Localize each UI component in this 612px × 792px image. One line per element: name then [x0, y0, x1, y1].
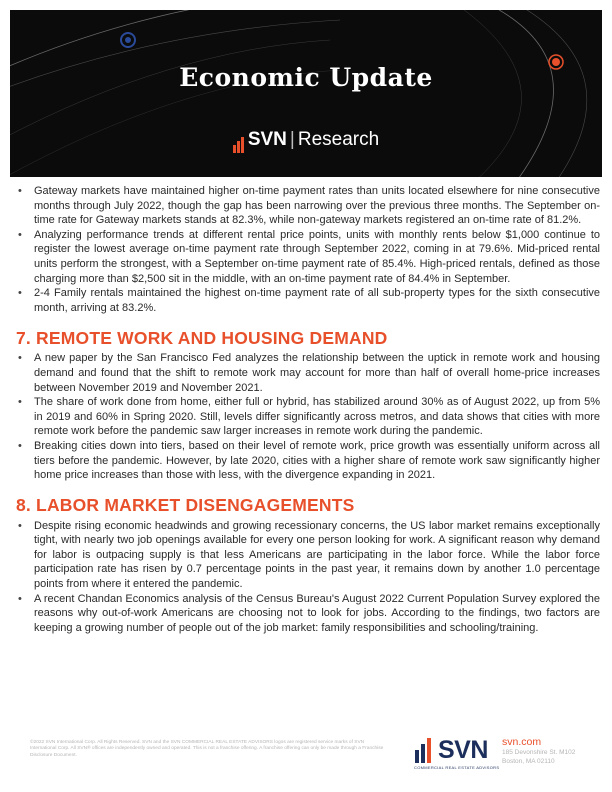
list-item: • 2-4 Family rentals maintained the highest on-time payment rate of all sub-property types for the sixth consecutive month, arriving at 83.2%.	[16, 286, 600, 315]
list-item: • Analyzing performance trends at different rental price points, units with monthly rents below $1,000 continue to register the lowest average on-time payment rate through September 2022, coming in at 79.6%. Mid-priced rental units perform the strongest, with a September on-time payment rate of 85.4%. High-priced rentals, defined as those charging more than $2,500 sit in the middle, with an on-time payment rate of 84.4% in September.	[16, 228, 600, 286]
page-title: Economic Update	[179, 63, 433, 92]
header-banner	[10, 10, 602, 177]
logo-brand: SVN	[247, 129, 287, 150]
list-item: • The share of work done from home, either full or hybrid, has stabilized around 30% as of August 2022, up from 5% in 2019 and 60% in Spring 2020. Still, levels differ significantly across metros, and data shows that cities with more remote work before the pandemic saw larger increases in remote work during the pandemic.	[16, 395, 600, 439]
footer-logo-text: SVN	[438, 736, 488, 764]
remote-work-bullet-list	[16, 351, 600, 482]
list-item: • Despite rising economic headwinds and growing recessionary concerns, the US labor market remains exceptionally tight, with nearly two job openings available for every one person looking for work. A significant reason why demand for labor is outpacing supply is that less Americans are participating in the labor force. While the labor force participation rate has risen by 0.7 percentage points in the past year, it remains down by another 1.0 percentage points from where it entered the pandemic.	[16, 519, 600, 592]
list-item: • Gateway markets have maintained higher on-time payment rates than units located elsewhere for nine consecutive months through July 2022, though the gap has been narrowing over the previous three months. The September on-time rate for Gateway markets stands at 82.3%, while non-gateway markets registered an on-time rate of 81.2%.	[16, 184, 600, 228]
footer	[30, 736, 590, 776]
section-heading-remote-work: 7. REMOTE WORK AND HOUSING DEMAND	[16, 328, 388, 349]
intro-bullet-list	[16, 184, 600, 315]
logo-separator: |	[289, 129, 295, 150]
svn-research-logo	[10, 129, 602, 153]
svn-logo-icon	[414, 738, 436, 764]
labor-market-bullet-list	[16, 519, 600, 636]
list-item: • Breaking cities down into tiers, based on their level of remote work, price growth was essentially uniform across all tiers before the pandemic. However, by late 2020, cities with a higher share of remote work saw significantly higher home price increases than those with less, with the divergence expanding in 2021.	[16, 439, 600, 483]
list-item: • A recent Chandan Economics analysis of the Census Bureau's August 2022 Current Population Survey explored the reasons why out-of-work Americans are choosing not to look for jobs. According to the findings, two factors are keeping a growing number of people out of the job market: family responsibilities and schooling/training.	[16, 592, 600, 636]
legal-disclaimer: ©2022 SVN International Corp. All Rights Reserved. SVN and the SVN COMMERCIAL REAL ESTATE ADVISORS logos are registered service marks of SVN International Corp. All SVN® offices are independently owned and operated. This is not a franchise offering. A franchise offering can only be made through a Franchise Disclosure Document.	[30, 740, 384, 758]
list-item: • A new paper by the San Francisco Fed analyzes the relationship between the uptick in remote work and housing demand and found that the shift to remote work may account for more than half of overall home-price increases between November 2019 and November 2021.	[16, 351, 600, 395]
address-line: Boston, MA 02110	[502, 758, 555, 765]
main-content	[16, 184, 600, 635]
section-heading-labor-market: 8. LABOR MARKET DISENGAGEMENTS	[16, 494, 355, 515]
logo-division: Research	[297, 129, 380, 150]
footer-logo-subtitle: COMMERCIAL REAL ESTATE ADVISORS	[414, 765, 500, 770]
footer-contact	[502, 736, 602, 766]
website-link[interactable]: svn.com	[502, 736, 542, 748]
address-line: 185 Devonshire St. M102	[502, 749, 576, 756]
svn-bars-icon	[233, 131, 245, 153]
